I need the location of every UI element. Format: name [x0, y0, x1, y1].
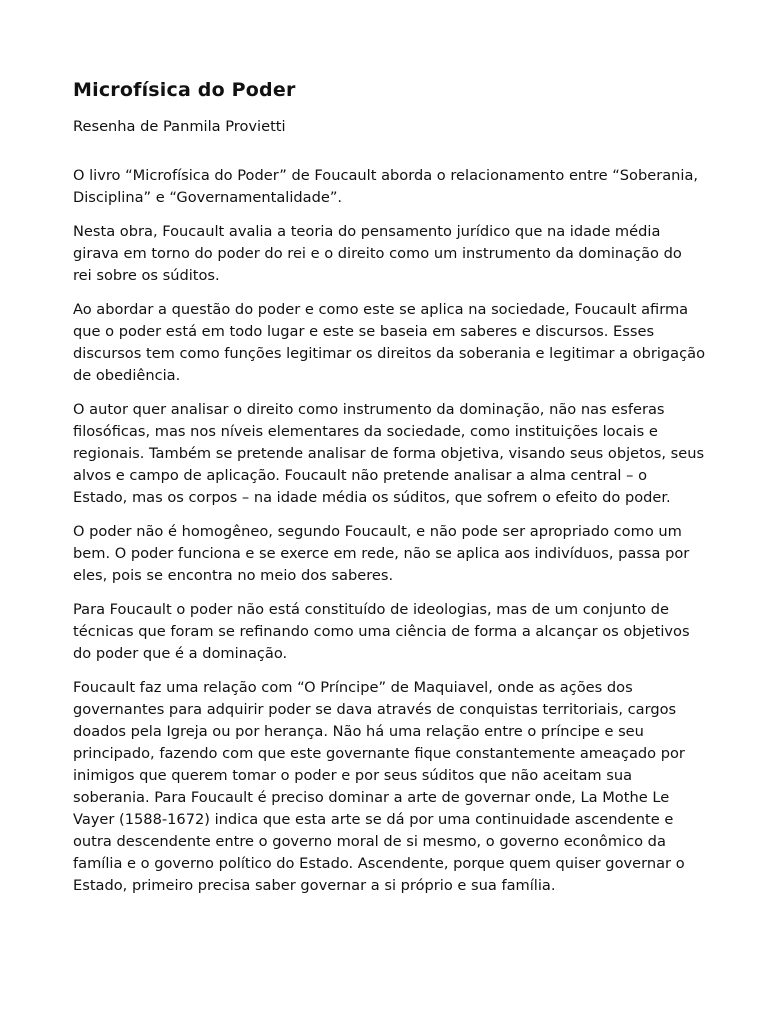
paragraph-5: O poder não é homogêneo, segundo Foucault, e não pode ser apropriado como um bem. O poder funciona e se exerce em rede, não se aplica aos indivíduos, passa por eles, pois se encontra no meio dos saberes. — [73, 523, 690, 584]
document-body — [73, 165, 705, 897]
paragraph-4: O autor quer analisar o direito como instrumento da dominação, não nas esferas filosóficas, mas nos níveis elementares da sociedade, como instituições locais e regionais. Também se pretende analisar de forma objetiva, visando seus objetos, seus alvos e campo de aplicação. Foucault não pretende analisar a alma central – o Estado, mas os corpos – na idade média os súditos, que sofrem o efeito do poder. — [73, 401, 705, 506]
paragraph-3: Ao abordar a questão do poder e como este se aplica na sociedade, Foucault afirma que o poder está em todo lugar e este se baseia em saberes e discursos. Esses discursos tem como funções legitimar os direitos da soberania e legitimar a obrigação de obediência. — [73, 301, 706, 384]
paragraph-6: Para Foucault o poder não está constituído de ideologias, mas de um conjunto de técnicas que foram se refinando como uma ciência de forma a alcançar os objetivos do poder que é a dominação. — [73, 601, 690, 662]
document-page — [73, 72, 705, 909]
paragraph-7: Foucault faz uma relação com “O Príncipe” de Maquiavel, onde as ações dos governantes para adquirir poder se dava através de conquistas territoriais, cargos doados pela Igreja ou por herança. Não há uma relação entre o príncipe e seu principado, fazendo com que este governante fique constantemente ameaçado por inimigos que querem tomar o poder e por seus súditos que não aceitam sua soberania. Para Foucault é preciso dominar a arte de governar onde, La Mothe Le Vayer (1588-1672) indica que esta arte se dá por uma continuidade ascendente e outra descendente entre o governo moral de si mesmo, o governo econômico da família e o governo político do Estado. Ascendente, porque quem quiser governar o Estado, primeiro precisa saber governar a si próprio e sua família. — [73, 679, 685, 894]
document-subtitle: Resenha de Panmila Provietti — [73, 118, 286, 135]
document-title: Microfísica do Poder — [73, 79, 296, 101]
paragraph-1: O livro “Microfísica do Poder” de Foucault aborda o relacionamento entre “Soberania, Disciplina” e “Governamentalidade”. — [73, 167, 699, 206]
paragraph-2: Nesta obra, Foucault avalia a teoria do pensamento jurídico que na idade média girava em torno do poder do rei e o direito como um instrumento da dominação do rei sobre os súditos. — [73, 223, 682, 284]
